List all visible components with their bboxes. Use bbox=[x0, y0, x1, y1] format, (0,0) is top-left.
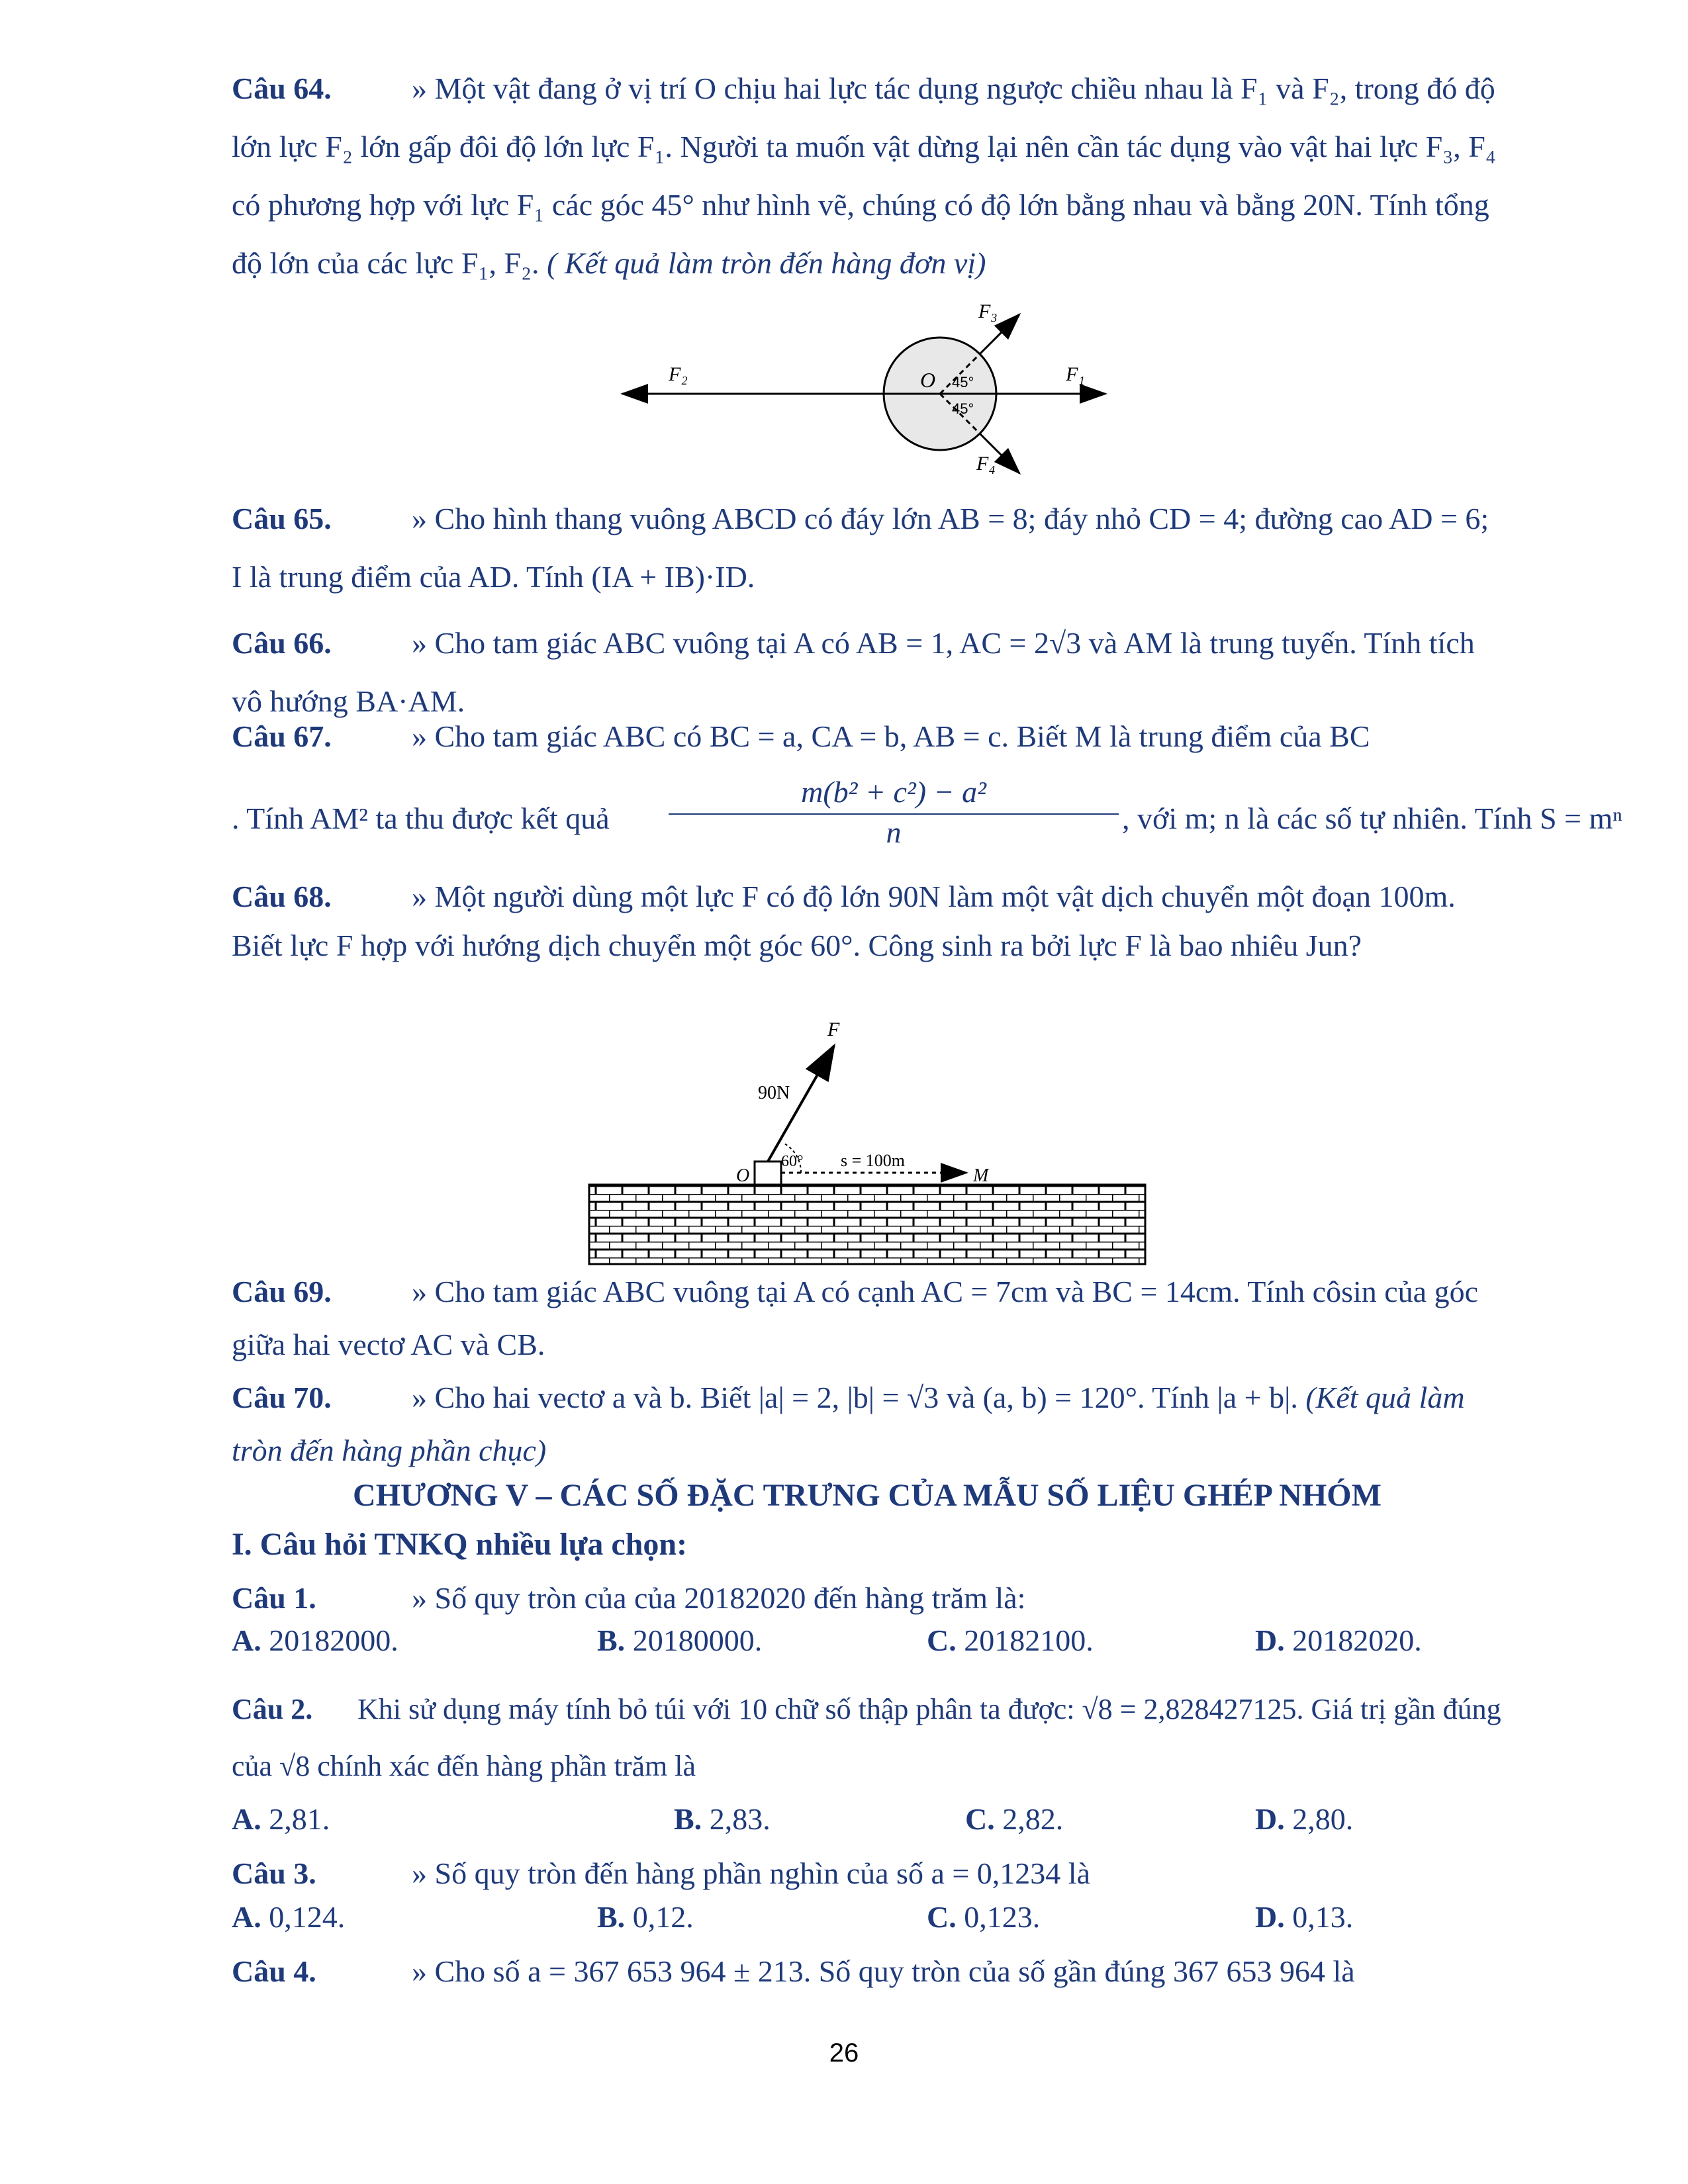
option-letter: C. bbox=[927, 1623, 957, 1657]
mc-question-4 bbox=[232, 1948, 1503, 1995]
magnitude-label: 90N bbox=[758, 1083, 790, 1103]
option-value: 2,83. bbox=[709, 1802, 771, 1836]
option-value: 20180000. bbox=[632, 1623, 763, 1657]
mc-options-1 bbox=[232, 1623, 1503, 1669]
mc-question-2 bbox=[232, 1681, 1503, 1795]
fraction-denominator: n bbox=[886, 815, 902, 849]
option-value: 0,123. bbox=[964, 1900, 1041, 1934]
question-label: Câu 3. bbox=[232, 1856, 316, 1890]
f1-label: F₁ bbox=[1066, 363, 1085, 385]
question-text: » Cho số a = 367 653 964 ± 213. Số quy tròn của số gần đúng 367 653 964 là bbox=[412, 1954, 1355, 1988]
force-label: F bbox=[827, 1019, 840, 1040]
question-67-formula-line bbox=[232, 774, 1622, 860]
question-text-part2: . Tính AM² ta thu được kết quả bbox=[232, 801, 610, 835]
f4-label: F₄ bbox=[976, 453, 996, 475]
angle-label: 60° bbox=[781, 1153, 804, 1170]
question-text: » Cho hai vectơ a và b. Biết |a| = 2, |b| = √3 và (a, b) = 120°. Tính |a + b|. bbox=[412, 1381, 1298, 1414]
question-label: Câu 2. bbox=[232, 1693, 313, 1725]
angle-label-top: 45° bbox=[952, 374, 974, 390]
question-note: ( Kết quả làm tròn đến hàng đơn vị) bbox=[547, 246, 986, 280]
option-letter: A. bbox=[232, 1623, 261, 1657]
question-text: » Một người dùng một lực F có độ lớn 90N làm một vật dịch chuyển một đoạn 100m. Biết lực F hợp với hướng dịch chuyển một góc 60°. Công sinh ra bởi lực F là bao nhiêu Jun? bbox=[232, 880, 1456, 962]
option-b[interactable] bbox=[597, 1623, 762, 1658]
question-label: Câu 66. bbox=[232, 626, 332, 660]
f3-label: F₃ bbox=[978, 301, 998, 322]
option-value: 20182100. bbox=[964, 1623, 1094, 1657]
mc-options-2 bbox=[232, 1801, 1503, 1848]
page-number: 26 bbox=[829, 2038, 859, 2068]
question-label: Câu 4. bbox=[232, 1954, 316, 1988]
option-c[interactable] bbox=[965, 1801, 1063, 1837]
question-label: Câu 67. bbox=[232, 719, 332, 753]
f2-label: F₂ bbox=[669, 363, 688, 385]
question-67 bbox=[232, 713, 1503, 760]
option-letter: D. bbox=[1255, 1802, 1285, 1836]
question-text: Khi sử dụng máy tính bỏ túi với 10 chữ số thập phân ta được: √8 = 2,828427125. Giá trị gần đúng của √8 chính xác đến hàng phần trăm là bbox=[232, 1693, 1501, 1782]
option-value: 0,13. bbox=[1292, 1900, 1354, 1934]
origin-label: O bbox=[736, 1165, 750, 1186]
option-value: 2,81. bbox=[269, 1802, 330, 1836]
option-d[interactable] bbox=[1255, 1899, 1353, 1934]
work-diagram-68 bbox=[583, 1019, 1152, 1271]
option-c[interactable] bbox=[927, 1623, 1094, 1658]
option-d[interactable] bbox=[1255, 1623, 1422, 1658]
question-label: Câu 69. bbox=[232, 1275, 332, 1308]
question-label: Câu 1. bbox=[232, 1581, 316, 1615]
question-text: » Một vật đang ở vị trí O chịu hai lực tác dụng ngược chiều nhau là F₁ và F₂, trong đó độ lớn lực F₂ lớn gấp đôi độ lớn lực F₁. Người ta muốn vật dừng lại nên cần tác dụng vào vật hai lực F₃, F₄ có phương hợp với lực F₁ các góc 45° như hình vẽ, chúng có độ lớn bằng nhau và bằng 20N. Tính tổng độ lớn của các lực F₁, F₂. bbox=[232, 71, 1496, 280]
mc-question-3 bbox=[232, 1850, 1503, 1897]
option-letter: B. bbox=[597, 1623, 626, 1657]
fraction bbox=[669, 774, 1119, 850]
option-value: 2,82. bbox=[1002, 1802, 1064, 1836]
question-text: » Cho hình thang vuông ABCD có đáy lớn AB = 8; đáy nhỏ CD = 4; đường cao AD = 6; I là trung điểm của AD. Tính (IA + IB)·ID. bbox=[232, 502, 1489, 594]
object-box bbox=[755, 1161, 781, 1185]
force-arrow bbox=[768, 1046, 834, 1161]
option-value: 0,124. bbox=[269, 1900, 346, 1934]
option-value: 2,80. bbox=[1292, 1802, 1354, 1836]
origin-label: O bbox=[920, 368, 936, 392]
force-diagram-64 bbox=[616, 301, 1119, 486]
option-a[interactable] bbox=[232, 1801, 330, 1837]
option-b[interactable] bbox=[674, 1801, 771, 1837]
option-c[interactable] bbox=[927, 1899, 1040, 1934]
option-a[interactable] bbox=[232, 1623, 399, 1658]
endpoint-label: M bbox=[973, 1165, 989, 1186]
distance-label: s = 100m bbox=[841, 1151, 906, 1170]
option-a[interactable] bbox=[232, 1899, 345, 1934]
option-letter: A. bbox=[232, 1802, 261, 1836]
option-value: 20182020. bbox=[1292, 1623, 1422, 1657]
option-letter: D. bbox=[1255, 1623, 1285, 1657]
option-letter: B. bbox=[597, 1900, 626, 1934]
question-text: » Cho tam giác ABC vuông tại A có cạnh AC = 7cm và BC = 14cm. Tính côsin của góc giữa hai vectơ AC và CB. bbox=[232, 1275, 1479, 1361]
question-label: Câu 65. bbox=[232, 502, 332, 535]
question-text: » Cho tam giác ABC có BC = a, CA = b, AB = c. Biết M là trung điểm của BC bbox=[412, 719, 1370, 753]
mc-options-3 bbox=[232, 1899, 1503, 1946]
option-letter: B. bbox=[674, 1802, 702, 1836]
question-65 bbox=[232, 490, 1503, 606]
question-note: (Kết quả làm tròn đến hàng phần chục) bbox=[232, 1381, 1465, 1467]
section-title: I. Câu hỏi TNKQ nhiều lựa chọn: bbox=[232, 1527, 688, 1562]
fraction-numerator: m(b² + c²) − a² bbox=[669, 774, 1119, 815]
question-label: Câu 64. bbox=[232, 71, 332, 105]
option-letter: C. bbox=[927, 1900, 957, 1934]
angle-label-bottom: 45° bbox=[952, 400, 974, 417]
option-letter: C. bbox=[965, 1802, 995, 1836]
option-value: 20182000. bbox=[269, 1623, 399, 1657]
question-68 bbox=[232, 872, 1503, 970]
question-label: Câu 70. bbox=[232, 1381, 332, 1414]
question-text: » Số quy tròn đến hàng phần nghìn của số a = 0,1234 là bbox=[412, 1856, 1091, 1890]
chapter-title: CHƯƠNG V – CÁC SỐ ĐẶC TRƯNG CỦA MẪU SỐ LIỆU GHÉP NHÓM bbox=[353, 1478, 1382, 1513]
question-70 bbox=[232, 1371, 1503, 1477]
question-label: Câu 68. bbox=[232, 880, 332, 913]
question-69 bbox=[232, 1265, 1503, 1371]
option-letter: A. bbox=[232, 1900, 261, 1934]
question-text-part3: , với m; n là các số tự nhiên. Tính S = mⁿ bbox=[1122, 801, 1622, 835]
option-d[interactable] bbox=[1255, 1801, 1353, 1837]
question-text: » Cho tam giác ABC vuông tại A có AB = 1, AC = 2√3 và AM là trung tuyến. Tính tích vô hướng BA·AM. bbox=[232, 626, 1475, 718]
question-64 bbox=[232, 60, 1503, 293]
option-letter: D. bbox=[1255, 1900, 1285, 1934]
question-text: » Số quy tròn của của 20182020 đến hàng trăm là: bbox=[412, 1581, 1026, 1615]
mc-question-1 bbox=[232, 1575, 1503, 1621]
option-b[interactable] bbox=[597, 1899, 694, 1934]
option-value: 0,12. bbox=[632, 1900, 694, 1934]
ground-bricks bbox=[589, 1185, 1145, 1264]
